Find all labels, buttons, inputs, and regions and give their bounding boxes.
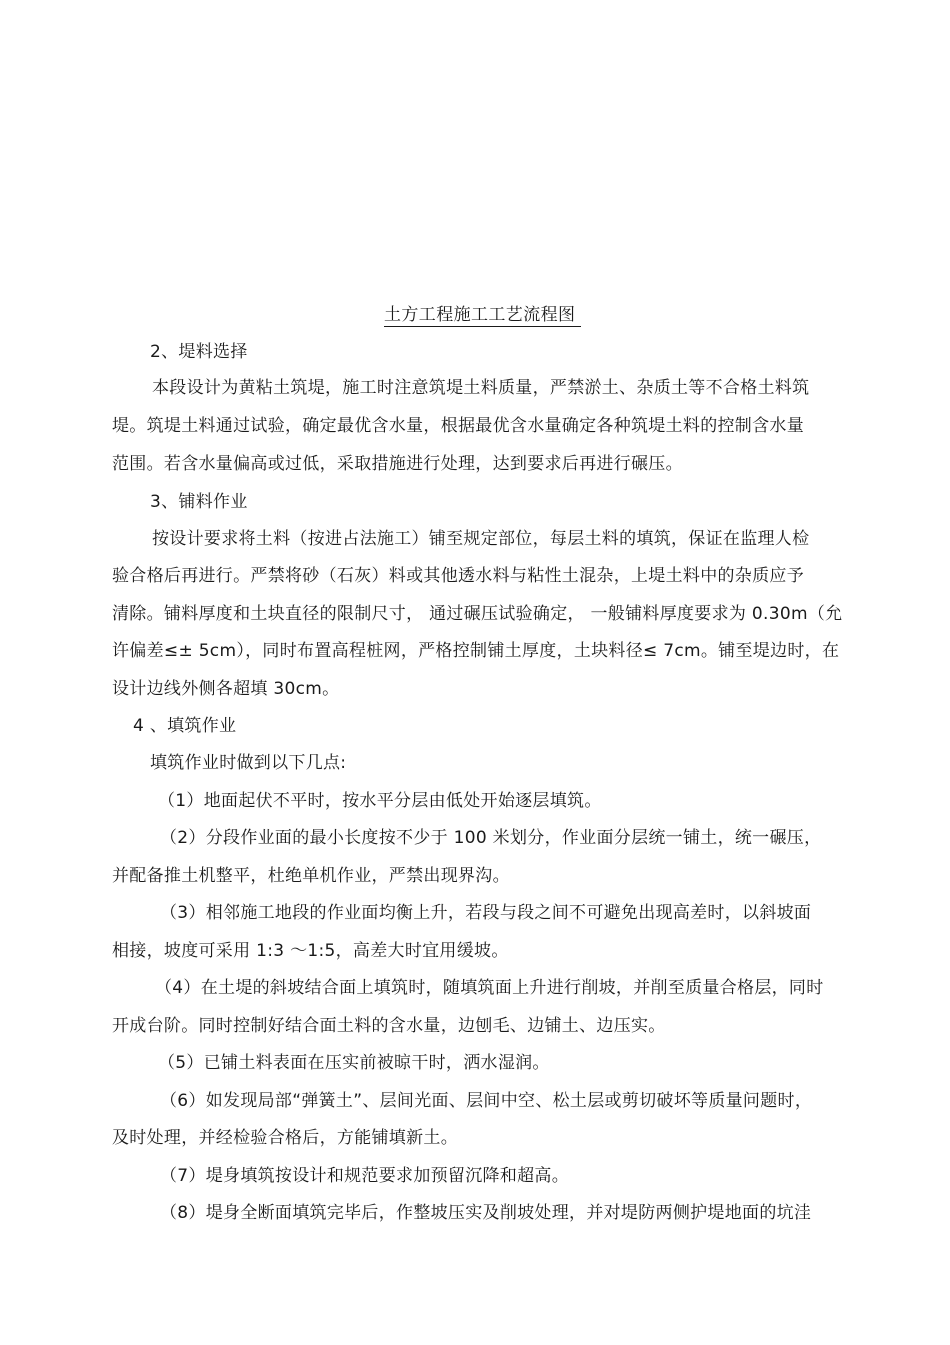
section-heading-2: 2、堤料选择 — [150, 342, 248, 362]
paragraph-line: 许偏差≤± 5cm），同时布置高程桩网，严格控制铺土厚度，土块料径≤ 7cm。铺至堤边时，在 — [112, 641, 840, 661]
list-item: （1）地面起伏不平时，按水平分层由低处开始逐层填筑。 — [158, 791, 602, 811]
section-heading-3: 3、铺料作业 — [150, 492, 248, 512]
paragraph-line: 开成台阶。同时控制好结合面土料的含水量，边刨毛、边铺土、边压实。 — [112, 1016, 666, 1036]
paragraph-line: 范围。若含水量偏高或过低，采取措施进行处理，达到要求后再进行碾压。 — [112, 454, 683, 474]
paragraph-line: 清除。铺料厚度和土块直径的限制尺寸， 通过碾压试验确定， 一般铺料厚度要求为 0.30m（允 — [112, 604, 843, 624]
list-item: （3）相邻施工地段的作业面均衡上升，若段与段之间不可避免出现高差时，以斜坡面 — [160, 903, 812, 923]
paragraph-line: 设计边线外侧各超填 30cm。 — [112, 679, 340, 699]
list-item: （4）在土堤的斜坡结合面上填筑时，随填筑面上升进行削坡，并削至质量合格层，同时 — [155, 978, 824, 998]
paragraph-line: 及时处理，并经检验合格后，方能铺填新土。 — [112, 1128, 458, 1148]
section-heading-4: 4 、填筑作业 — [133, 716, 237, 736]
list-item: （7）堤身填筑按设计和规范要求加预留沉降和超高。 — [160, 1166, 570, 1186]
list-item: （5）已铺土料表面在压实前被晾干时，洒水湿润。 — [158, 1053, 550, 1073]
paragraph-line: 填筑作业时做到以下几点: — [150, 753, 347, 773]
list-item: （8）堤身全断面填筑完毕后，作整坡压实及削坡处理，并对堤防两侧护堤地面的坑洼 — [160, 1203, 812, 1223]
paragraph-line: 验合格后再进行。严禁将砂（石灰）料或其他透水料与粘性土混杂，上堤土料中的杂质应予 — [112, 566, 804, 586]
list-item: （6）如发现局部“弹簧土”、层间光面、层间中空、松土层或剪切破坏等质量问题时， — [160, 1091, 813, 1111]
paragraph-line: 堤。筑堤土料通过试验，确定最优含水量，根据最优含水量确定各种筑堤土料的控制含水量 — [112, 416, 804, 436]
list-item: （2）分段作业面的最小长度按不少于 100 米划分，作业面分层统一铺土，统一碾压， — [160, 828, 822, 848]
page-title: 土方工程施工工艺流程图 — [384, 304, 581, 327]
paragraph-line: 本段设计为黄粘土筑堤，施工时注意筑堤土料质量，严禁淤土、杂质土等不合格土料筑 — [152, 378, 810, 398]
paragraph-line: 并配备推土机整平，杜绝单机作业，严禁出现界沟。 — [112, 866, 510, 886]
paragraph-line: 相接，坡度可采用 1:3 ～1:5，高差大时宜用缓坡。 — [112, 941, 509, 961]
paragraph-line: 按设计要求将土料（按进占法施工）铺至规定部位，每层土料的填筑，保证在监理人检 — [152, 529, 810, 549]
